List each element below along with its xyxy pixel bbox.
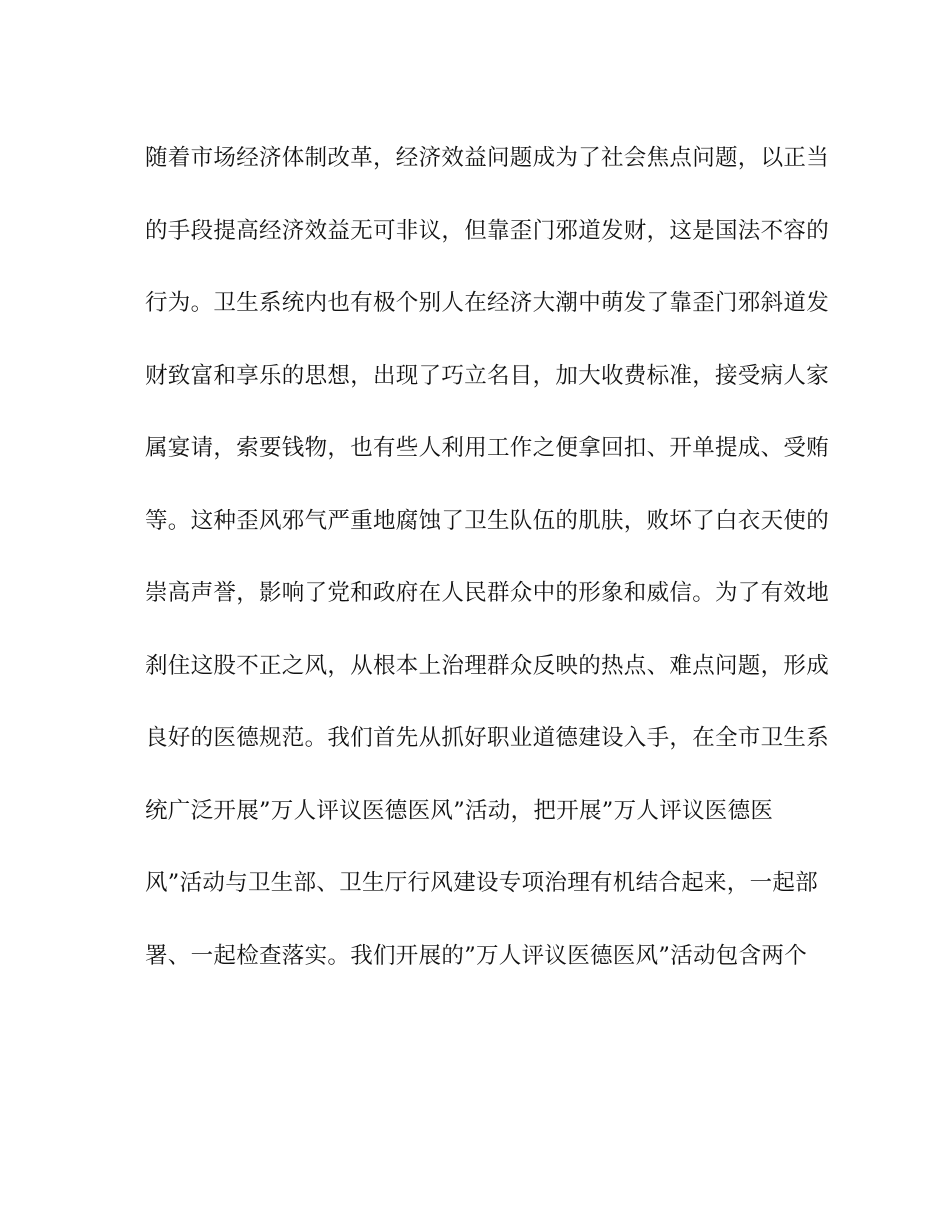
text-line: 崇高声誉，影响了党和政府在人民群众中的形象和威信。为了有效地 <box>145 580 830 606</box>
text-line: 风”活动与卫生部、卫生厅行风建设专项治理有机结合起来，一起部 <box>145 870 819 896</box>
text-line: 署、一起检查落实。我们开展的”万人评议医德医风”活动包含两个 <box>145 942 808 969</box>
text-line: 良好的医德规范。我们首先从抓好职业道德建设入手，在全市卫生系 <box>145 725 830 751</box>
text-line: 刹住这股不正之风，从根本上治理群众反映的热点、难点问题，形成 <box>145 652 830 679</box>
text-line: 等。这种歪风邪气严重地腐蚀了卫生队伍的肌肤，败坏了白衣天使的 <box>145 507 830 534</box>
text-line: 随着市场经济体制改革，经济效益问题成为了社会焦点问题，以正当 <box>145 145 830 171</box>
body-paragraph <box>145 138 830 1008</box>
text-line: 行为。卫生系统内也有极个别人在经济大潮中萌发了靠歪门邪斜道发 <box>145 290 830 316</box>
text-line: 的手段提高经济效益无可非议，但靠歪门邪道发财，这是国法不容的 <box>145 217 830 244</box>
text-line: 财致富和享乐的思想，出现了巧立名目，加大收费标准，接受病人家 <box>145 362 830 389</box>
text-line: 属宴请，索要钱物，也有些人利用工作之便拿回扣、开单提成、受贿 <box>145 435 830 461</box>
text-line: 统广泛开展”万人评议医德医风”活动，把开展”万人评议医德医 <box>145 797 774 824</box>
